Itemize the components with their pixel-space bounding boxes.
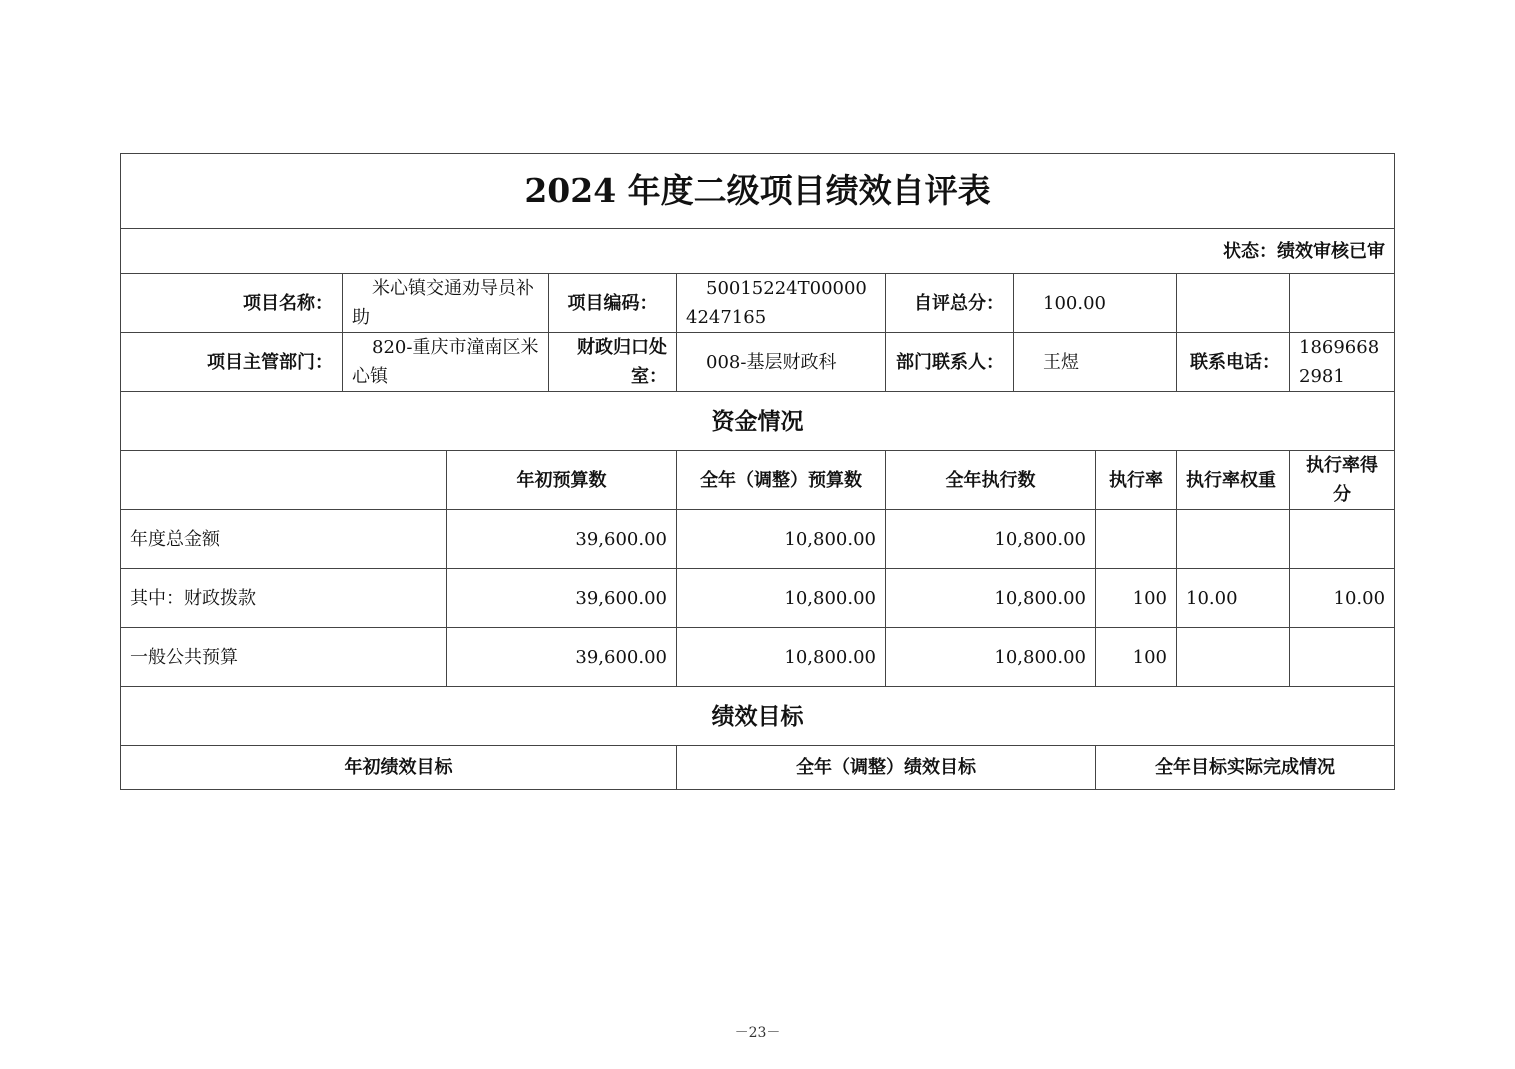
funds-row-score bbox=[1290, 510, 1395, 569]
form-title: 2024 年度二级项目绩效自评表 bbox=[121, 154, 1395, 229]
project-code-label: 项目编码： bbox=[549, 274, 677, 333]
phone-value: 18696682981 bbox=[1290, 333, 1395, 392]
project-name-label: 项目名称： bbox=[121, 274, 343, 333]
table-row bbox=[121, 628, 1395, 687]
funds-row-label: 年度总金额 bbox=[121, 510, 447, 569]
finance-office-label: 财政归口处室： bbox=[549, 333, 677, 392]
funds-row-rate: 100 bbox=[1096, 569, 1177, 628]
funds-row-weight bbox=[1177, 510, 1290, 569]
funds-row-rate: 100 bbox=[1096, 628, 1177, 687]
dept-value: 820-重庆市潼南区米心镇 bbox=[343, 333, 549, 392]
funds-row-executed: 10,800.00 bbox=[886, 628, 1096, 687]
goals-section-title: 绩效目标 bbox=[121, 687, 1395, 746]
status-text: 状态：绩效审核已审 bbox=[121, 229, 1395, 274]
self-score-value: 100.00 bbox=[1014, 274, 1177, 333]
self-score-label: 自评总分： bbox=[886, 274, 1014, 333]
performance-self-evaluation-table bbox=[120, 153, 1395, 790]
funds-header-blank bbox=[121, 451, 447, 510]
dept-label: 项目主管部门： bbox=[121, 333, 343, 392]
funds-row-adjusted: 10,800.00 bbox=[677, 569, 886, 628]
empty-cell bbox=[1177, 274, 1290, 333]
funds-header-weight: 执行率权重 bbox=[1177, 451, 1290, 510]
funds-row-score bbox=[1290, 628, 1395, 687]
funds-row-weight: 10.00 bbox=[1177, 569, 1290, 628]
funds-row-executed: 10,800.00 bbox=[886, 569, 1096, 628]
goals-header-actual: 全年目标实际完成情况 bbox=[1096, 746, 1395, 790]
contact-value: 王煜 bbox=[1014, 333, 1177, 392]
funds-row-initial: 39,600.00 bbox=[447, 510, 677, 569]
funds-row-label: 一般公共预算 bbox=[121, 628, 447, 687]
funds-header-executed: 全年执行数 bbox=[886, 451, 1096, 510]
funds-row-weight bbox=[1177, 628, 1290, 687]
funds-row-label: 其中：财政拨款 bbox=[121, 569, 447, 628]
funds-row-adjusted: 10,800.00 bbox=[677, 628, 886, 687]
funds-header-rate: 执行率 bbox=[1096, 451, 1177, 510]
page-number: －23－ bbox=[734, 1025, 781, 1041]
funds-row-executed: 10,800.00 bbox=[886, 510, 1096, 569]
goals-header-adjusted: 全年（调整）绩效目标 bbox=[677, 746, 1096, 790]
goals-header-initial: 年初绩效目标 bbox=[121, 746, 677, 790]
funds-row-adjusted: 10,800.00 bbox=[677, 510, 886, 569]
finance-office-value: 008-基层财政科 bbox=[677, 333, 886, 392]
funds-header-adjusted: 全年（调整）预算数 bbox=[677, 451, 886, 510]
funds-header-initial: 年初预算数 bbox=[447, 451, 677, 510]
funds-row-initial: 39,600.00 bbox=[447, 628, 677, 687]
table-row bbox=[121, 569, 1395, 628]
empty-cell bbox=[1290, 274, 1395, 333]
funds-section-title: 资金情况 bbox=[121, 392, 1395, 451]
funds-header-score: 执行率得分 bbox=[1290, 451, 1395, 510]
contact-label: 部门联系人： bbox=[886, 333, 1014, 392]
funds-row-score: 10.00 bbox=[1290, 569, 1395, 628]
project-name-value: 米心镇交通劝导员补助 bbox=[343, 274, 549, 333]
funds-row-initial: 39,600.00 bbox=[447, 569, 677, 628]
project-code-value: 50015224T000004247165 bbox=[677, 274, 886, 333]
table-row bbox=[121, 510, 1395, 569]
phone-label: 联系电话： bbox=[1177, 333, 1290, 392]
funds-row-rate bbox=[1096, 510, 1177, 569]
